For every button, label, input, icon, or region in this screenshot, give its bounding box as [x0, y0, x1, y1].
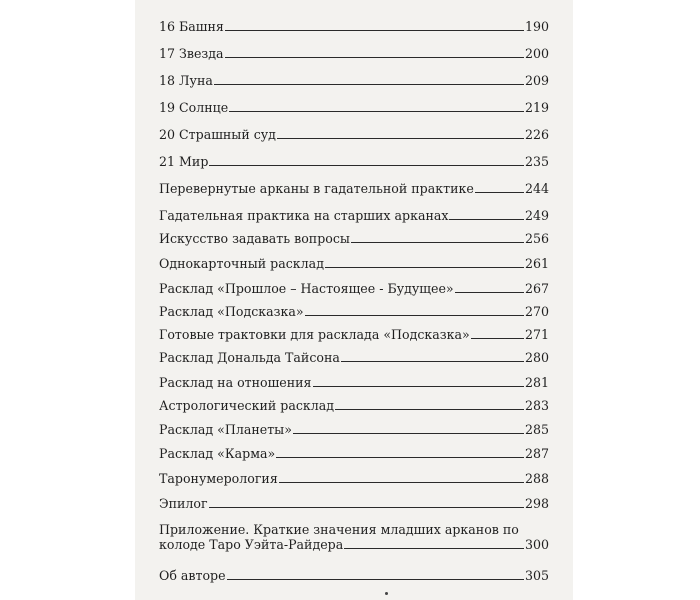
toc-entry-page: 261	[524, 256, 549, 271]
toc-entry-page: 244	[524, 181, 549, 196]
toc-entry-title: Однокарточный расклад	[159, 256, 324, 271]
toc-leader-line	[341, 360, 524, 362]
toc-entry-title: Расклад на отношения	[159, 375, 312, 390]
page-mark	[385, 592, 388, 595]
toc-entry-title: Эпилог	[159, 496, 208, 511]
toc-entry-title: 16 Башня	[159, 19, 224, 34]
toc-entry-page: 287	[524, 446, 549, 461]
toc-entry	[159, 127, 549, 142]
toc-entry-title: 20 Страшный суд	[159, 127, 276, 142]
toc-leader-line	[325, 266, 524, 268]
toc-leader-line	[227, 578, 524, 580]
toc-entry-page: 209	[524, 73, 549, 88]
toc-entry-page: 267	[524, 281, 549, 296]
toc-entry-title-line2-row	[159, 537, 549, 552]
toc-entry-title: Расклад «Подсказка»	[159, 304, 304, 319]
toc-entry-page: 219	[524, 100, 549, 115]
toc-entry-page: 256	[524, 231, 549, 246]
toc-entry-title: Перевернутые арканы в гадательной практике	[159, 181, 474, 196]
toc-leader-line	[471, 337, 524, 339]
toc-leader-line	[475, 191, 524, 193]
toc-entry-page: 200	[524, 46, 549, 61]
toc-entry-title: Расклад «Прошлое – Настоящее - Будущее»	[159, 281, 454, 296]
toc-entry-title: Расклад «Карма»	[159, 446, 276, 461]
toc-entry-page: 235	[524, 154, 549, 169]
toc-entry-page: 226	[524, 127, 549, 142]
toc-entry-title: 21 Мир	[159, 154, 209, 169]
toc-entry-title: 17 Звезда	[159, 46, 224, 61]
toc-leader-line	[455, 291, 524, 293]
toc-leader-line	[214, 83, 524, 85]
toc-entry-page: 285	[524, 422, 549, 437]
toc-entry-page: 288	[524, 471, 549, 486]
toc-entry	[159, 304, 549, 319]
toc-entry	[159, 398, 549, 413]
toc-leader-line	[313, 385, 524, 387]
toc-entry	[159, 154, 549, 169]
toc-entry-title: Готовые трактовки для расклада «Подсказка»	[159, 327, 470, 342]
toc-entry-page: 298	[524, 496, 549, 511]
toc-entry-page: 270	[524, 304, 549, 319]
toc-entry-page: 283	[524, 398, 549, 413]
toc-leader-line	[209, 164, 524, 166]
toc-entry-title: Искусство задавать вопросы	[159, 231, 350, 246]
toc-entry	[159, 446, 549, 461]
toc-leader-line	[225, 56, 524, 58]
book-page	[135, 0, 573, 600]
toc-leader-line	[279, 481, 524, 483]
toc-leader-line	[225, 29, 524, 31]
toc-entry	[159, 375, 549, 390]
toc-entry-title: Гадательная практика на старших арканах	[159, 208, 449, 223]
toc-entry	[159, 471, 549, 486]
toc-entry	[159, 350, 549, 365]
toc-entry-appendix	[159, 522, 549, 552]
toc-leader-line	[449, 218, 523, 220]
toc-entry-page: 249	[524, 208, 549, 223]
toc-leader-line	[209, 506, 524, 508]
toc-entry	[159, 100, 549, 115]
toc-entry	[159, 281, 549, 296]
toc-leader-line	[229, 110, 524, 112]
toc-leader-line	[344, 547, 524, 549]
toc-entry	[159, 231, 549, 246]
toc-entry-title: 19 Солнце	[159, 100, 229, 115]
toc-entry-title-line2: колоде Таро Уэйта-Райдера	[159, 537, 344, 552]
toc-leader-line	[351, 241, 524, 243]
toc-entry	[159, 181, 549, 196]
toc-entry	[159, 19, 549, 34]
toc-entry-page: 300	[524, 537, 549, 552]
toc-entry-title: Таронумерология	[159, 471, 278, 486]
toc-entry	[159, 422, 549, 437]
toc-entry	[159, 46, 549, 61]
toc-leader-line	[335, 408, 524, 410]
toc-entry	[159, 256, 549, 271]
toc-entry	[159, 327, 549, 342]
toc-entry-title: Расклад Дональда Тайсона	[159, 350, 340, 365]
toc-entry-page: 281	[524, 375, 549, 390]
toc-entry-page: 271	[524, 327, 549, 342]
toc-entry	[159, 73, 549, 88]
toc-leader-line	[276, 456, 524, 458]
toc-entry	[159, 496, 549, 511]
toc-entry-title: Астрологический расклад	[159, 398, 335, 413]
toc-entry-title: Об авторе	[159, 568, 226, 583]
toc-entry-page: 280	[524, 350, 549, 365]
toc-entry-title: Расклад «Планеты»	[159, 422, 292, 437]
toc-entry	[159, 568, 549, 583]
toc-entry-page: 305	[524, 568, 549, 583]
toc-entry-page: 190	[524, 19, 549, 34]
toc-leader-line	[293, 432, 524, 434]
toc-leader-line	[305, 314, 524, 316]
toc-entry-title: 18 Луна	[159, 73, 213, 88]
toc-entry-title-line1: Приложение. Краткие значения младших арканов по	[159, 522, 519, 537]
toc-leader-line	[277, 137, 524, 139]
toc-entry	[159, 208, 549, 223]
